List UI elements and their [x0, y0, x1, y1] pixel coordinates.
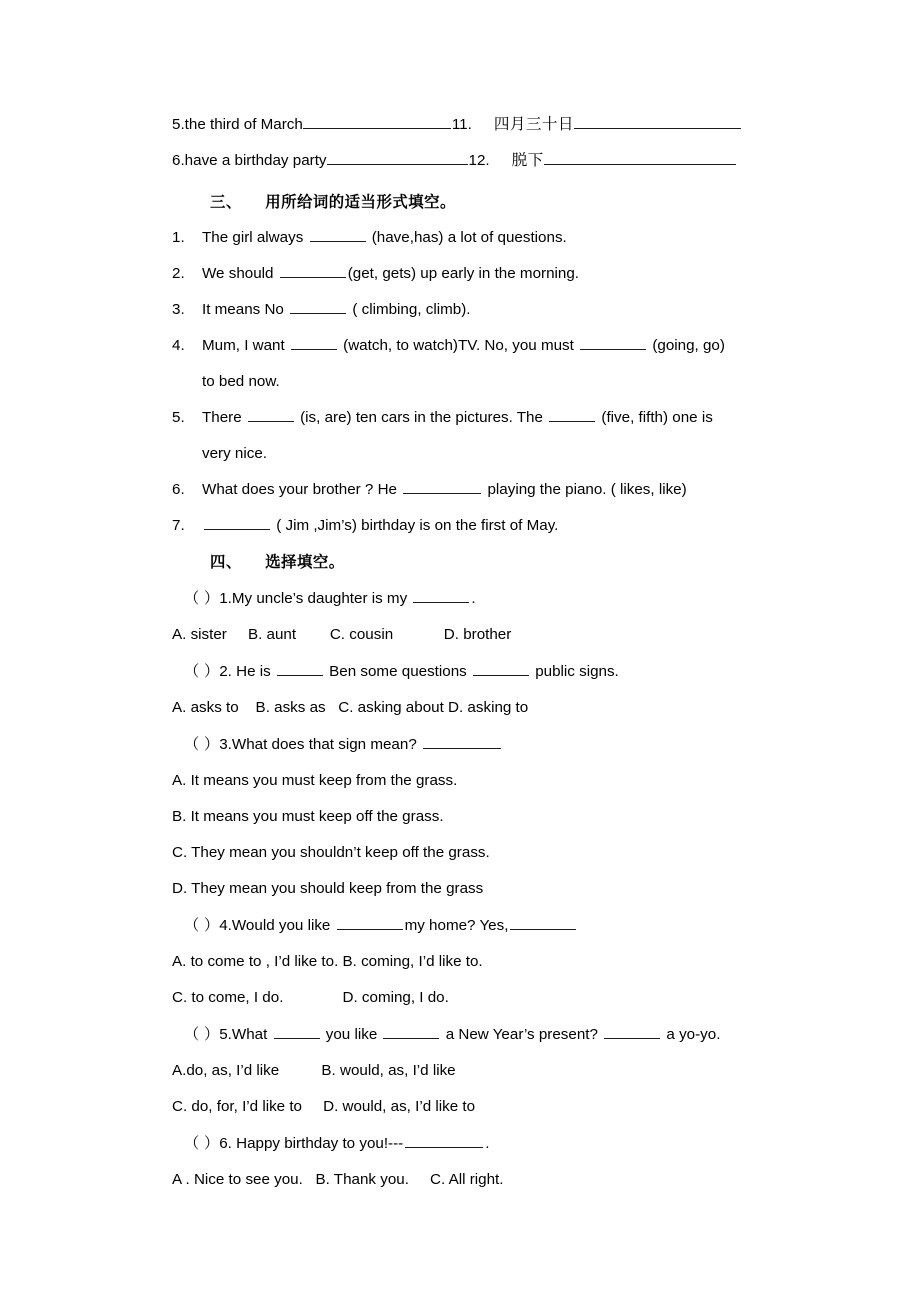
item-text-part: ( climbing, climb). — [348, 301, 471, 318]
mc-options[interactable]: A. sister B. aunt C. cousin D. brother — [172, 626, 512, 643]
item-text — [202, 328, 784, 364]
mc-options[interactable]: A. asks to B. asks as C. asking about D. asking to — [172, 699, 529, 716]
answer-bracket[interactable]: （ ） — [184, 589, 220, 607]
mc-stem: Would you like — [231, 917, 335, 934]
answer-blank[interactable] — [274, 1024, 320, 1039]
answer-blank[interactable] — [423, 734, 501, 749]
translation-right-number: 11. — [451, 116, 472, 133]
answer-blank[interactable] — [291, 335, 337, 350]
fill-item — [172, 328, 784, 400]
mc-options[interactable]: C. They mean you shouldn’t keep off the grass. — [172, 844, 490, 861]
answer-blank[interactable] — [413, 588, 469, 603]
mc-number: 2. — [219, 663, 232, 680]
answer-rule[interactable] — [303, 114, 451, 129]
fill-item — [172, 472, 784, 508]
section-heading-three: 三、 用所给词的适当形式填空。 — [210, 193, 456, 211]
answer-bracket[interactable]: （ ） — [184, 1025, 220, 1043]
mc-stem: Happy birthday to you!--- — [231, 1135, 404, 1152]
section-heading-four: 四、 选择填空。 — [210, 553, 345, 571]
answer-blank[interactable] — [310, 227, 366, 242]
mc-number: 4. — [219, 917, 232, 934]
fill-item — [172, 256, 784, 292]
item-number: 5. — [172, 409, 185, 426]
answer-blank[interactable] — [337, 915, 403, 930]
item-number: 6. — [172, 481, 185, 498]
translation-right-number: 12. — [468, 152, 490, 169]
answer-blank[interactable] — [290, 299, 346, 314]
mc-number: 3. — [219, 736, 232, 753]
item-number: 7. — [172, 517, 185, 534]
translation-left — [172, 150, 468, 169]
mc-stem: He is — [231, 663, 275, 680]
answer-blank[interactable] — [405, 1133, 483, 1148]
item-text-part: What does your brother ? He — [202, 481, 402, 498]
fill-item — [172, 400, 784, 472]
item-text — [202, 292, 784, 328]
mc-stem: Ben some questions — [324, 663, 471, 680]
mc-stem: . — [485, 1135, 490, 1152]
mc-question — [172, 1125, 784, 1162]
mc-options[interactable]: A.do, as, I’d like B. would, as, I’d like — [172, 1062, 456, 1079]
answer-bracket[interactable]: （ ） — [184, 916, 220, 934]
mc-number: 5. — [219, 1026, 232, 1043]
item-text — [202, 256, 784, 292]
mc-options[interactable]: A. to come to , I’d like to. B. coming, I’d like to. — [172, 953, 483, 970]
translation-row — [172, 112, 784, 148]
answer-blank[interactable] — [549, 407, 595, 422]
answer-blank[interactable] — [248, 407, 294, 422]
answer-rule[interactable] — [574, 114, 741, 129]
mc-stem: My uncle’s daughter is my — [231, 590, 412, 607]
answer-blank[interactable] — [473, 661, 529, 676]
mc-question — [172, 653, 784, 690]
item-text-part: It means No — [202, 301, 289, 318]
mc-question — [172, 1016, 784, 1053]
item-text-part: playing the piano. ( likes, like) — [483, 481, 687, 498]
translation-left-number: 6. — [172, 152, 185, 169]
item-text-continuation: to bed now. — [202, 373, 280, 390]
item-text-part: ( Jim ,Jim’s) birthday is on the first of May. — [272, 517, 559, 534]
mc-stem: What does that sign mean? — [231, 736, 421, 753]
document-body — [172, 112, 784, 1198]
mc-options[interactable]: B. It means you must keep off the grass. — [172, 808, 444, 825]
answer-blank[interactable] — [280, 263, 346, 278]
translation-left-number: 5. — [172, 116, 185, 133]
item-text-part: (have,has) a lot of questions. — [367, 229, 567, 246]
item-text — [202, 508, 784, 544]
item-number: 3. — [172, 301, 185, 318]
answer-blank[interactable] — [580, 335, 646, 350]
item-text-part: (five, fifth) one is — [597, 409, 713, 426]
item-number: 4. — [172, 337, 185, 354]
item-text-part: (is, are) ten cars in the pictures. The — [295, 409, 548, 426]
answer-blank[interactable] — [604, 1024, 660, 1039]
answer-blank[interactable] — [403, 479, 481, 494]
mc-options[interactable]: C. to come, I do. D. coming, I do. — [172, 989, 449, 1006]
translation-right-text: 脱下 — [511, 151, 544, 169]
mc-options[interactable]: A. It means you must keep from the grass. — [172, 772, 458, 789]
answer-blank[interactable] — [277, 661, 323, 676]
translation-left — [172, 114, 451, 133]
mc-stem: . — [471, 590, 476, 607]
item-number: 2. — [172, 265, 185, 282]
answer-bracket[interactable]: （ ） — [184, 662, 220, 680]
fill-item — [172, 508, 784, 544]
item-text-part: There — [202, 409, 246, 426]
answer-rule[interactable] — [327, 150, 468, 165]
mc-stem: you like — [321, 1026, 382, 1043]
item-text — [202, 400, 784, 436]
item-text-part: (get, gets) up early in the morning. — [347, 265, 580, 282]
item-text-part: We should — [202, 265, 278, 282]
fill-item — [172, 220, 784, 256]
answer-bracket[interactable]: （ ） — [184, 735, 220, 753]
mc-stem: What — [231, 1026, 272, 1043]
answer-rule[interactable] — [544, 150, 736, 165]
answer-blank[interactable] — [383, 1024, 439, 1039]
mc-number: 6. — [219, 1135, 232, 1152]
answer-bracket[interactable]: （ ） — [184, 1134, 220, 1152]
mc-question — [172, 580, 784, 617]
mc-question — [172, 907, 784, 944]
item-text — [202, 472, 784, 508]
fill-item — [172, 292, 784, 328]
item-text-part: (going, go) — [648, 337, 725, 354]
translation-left-text: the third of March — [184, 116, 303, 133]
answer-blank[interactable] — [510, 915, 576, 930]
mc-options[interactable]: C. do, for, I’d like to D. would, as, I’d like to — [172, 1098, 476, 1115]
mc-stem: a yo-yo. — [662, 1026, 721, 1043]
answer-blank[interactable] — [204, 515, 270, 530]
translation-left-text: have a birthday party — [184, 152, 327, 169]
item-text — [202, 220, 784, 256]
mc-options[interactable]: A . Nice to see you. B. Thank you. C. All right. — [172, 1171, 504, 1188]
mc-question — [172, 726, 784, 763]
item-text-part: Mum, I want — [202, 337, 289, 354]
translation-row — [172, 148, 784, 184]
mc-options[interactable]: D. They mean you should keep from the grass — [172, 880, 484, 897]
item-text-part: The girl always — [202, 229, 308, 246]
item-number: 1. — [172, 229, 185, 246]
item-text-part: (watch, to watch)TV. No, you must — [338, 337, 579, 354]
item-text-continuation: very nice. — [202, 445, 267, 462]
translation-right-text: 四月三十日 — [493, 115, 574, 133]
mc-number: 1. — [219, 590, 232, 607]
mc-stem: my home? Yes, — [404, 917, 509, 934]
mc-stem: public signs. — [530, 663, 619, 680]
mc-stem: a New Year’s present? — [441, 1026, 603, 1043]
